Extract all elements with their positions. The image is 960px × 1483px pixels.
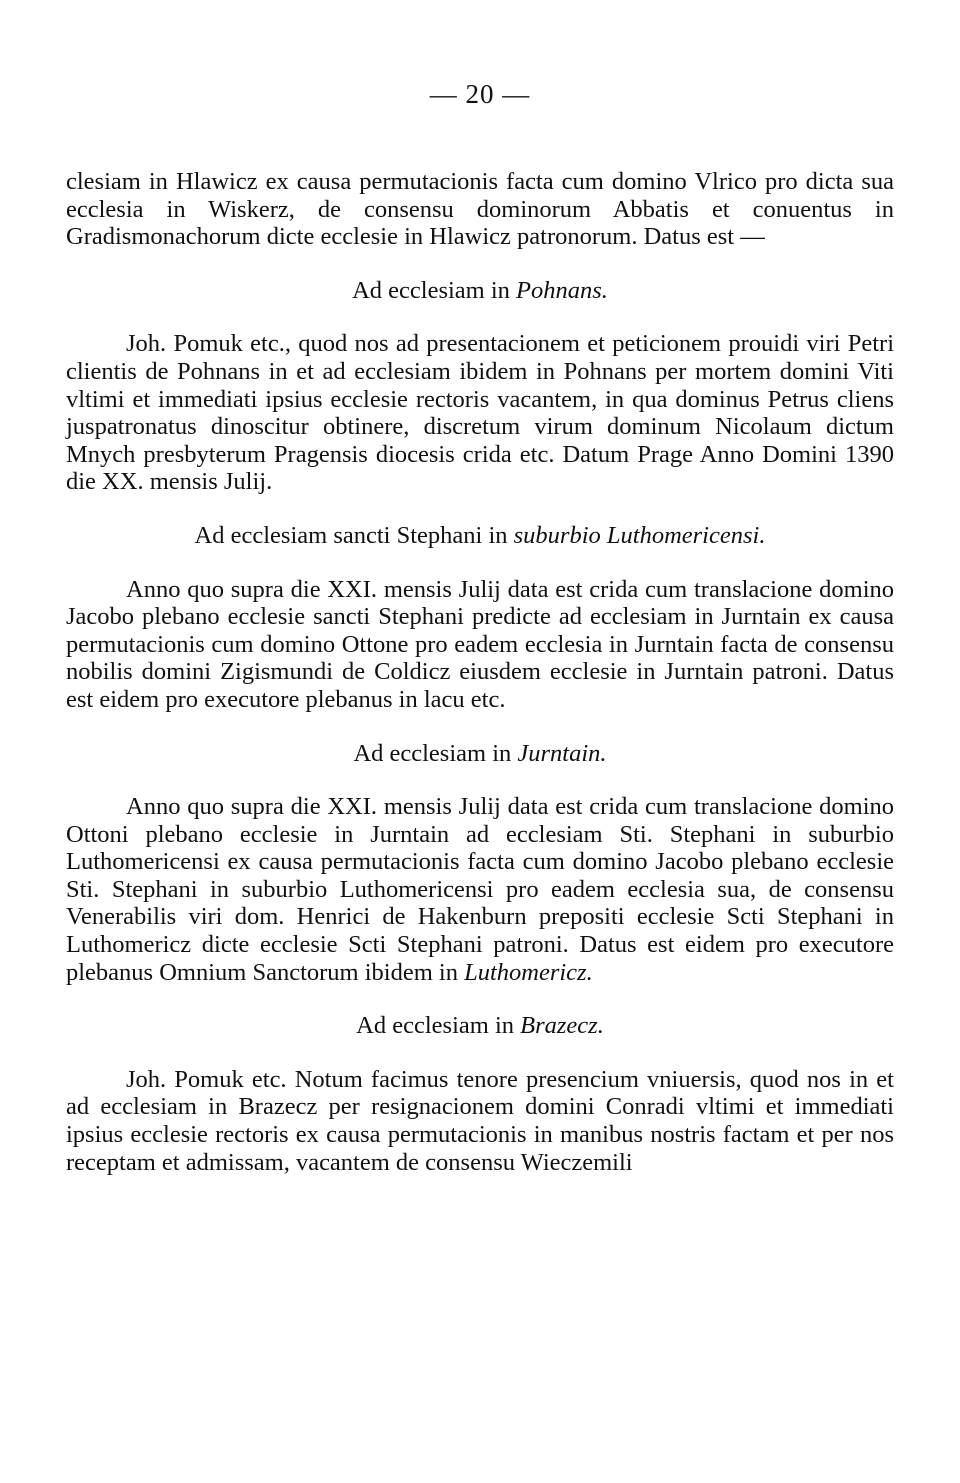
paragraph-stephani — [66, 576, 894, 714]
paragraph-text: Anno quo supra die XXI. mensis Julij data est crida cum translacione domino Jacobo plebano ecclesie sancti Stephani predicte ad ecclesiam in Jurntain ex causa permutacionis cum domino Ottone pro eadem ecclesia in Jurntain facta de consensu nobilis domini Zigismundi de Coldicz eiusdem ecclesie in Jurntain patroni. Datus est eidem pro executore plebanus in lacu etc. — [66, 575, 894, 713]
heading-prefix: Ad ecclesiam in — [352, 276, 517, 304]
heading-place: suburbio Luthomericensi. — [513, 521, 766, 549]
paragraph-text: Anno quo supra die XXI. mensis Julij data est crida cum translacione domino Ottoni plebano ecclesie in Jurntain ad ecclesiam Sti. Stephani in suburbio Luthomericensi ex causa permutacionis facta cum domino Jacobo plebano ecclesie Sti. Stephani in suburbio Luthomericensi pro eadem ecclesia sua, de consensu Venerabilis viri dom. Henrici de Hakenburn prepositi ecclesie Scti Stephani in Luthomericz dicte ecclesie Scti Stephani patroni. Datus est eidem pro executore plebanus Omnium Sanctorum ibidem in — [66, 793, 894, 986]
heading-place: Brazecz. — [520, 1012, 604, 1040]
page-number: — 20 — — [429, 79, 531, 109]
paragraph-jurntain — [66, 793, 894, 986]
heading-place: Pohnans. — [516, 276, 608, 304]
section-heading-jurntain — [66, 740, 894, 768]
paragraph-text: Joh. Pomuk etc. Notum facimus tenore presencium vniuersis, quod nos in et ad ecclesiam in Brazecz per resignacionem domini Conradi vltimi et immediati ipsius ecclesie rectoris ex causa permutacionis in manibus nostris factam et per nos receptam et admissam, vacantem de consensu Wieczemili — [66, 1065, 894, 1176]
paragraph-italic-tail: Luthomericz. — [464, 958, 593, 986]
document-page — [66, 76, 894, 1176]
paragraph-text: clesiam in Hlawicz ex causa permutacionis facta cum domino Vlrico pro dicta sua ecclesia in Wiskerz, de consensu dominorum Abbatis et conuentus in Gradismonachorum dicte ecclesie in Hlawicz patronorum. Datus est — — [66, 168, 894, 251]
heading-place: Jurntain. — [517, 739, 607, 767]
paragraph-brazecz — [66, 1066, 894, 1176]
heading-prefix: Ad ecclesiam in — [353, 739, 518, 767]
heading-prefix: Ad ecclesiam sancti Stephani in — [194, 521, 514, 549]
section-heading-stephani — [66, 522, 894, 550]
paragraph-hlawicz — [66, 168, 894, 251]
paragraph-text: Joh. Pomuk etc., quod nos ad presentacionem et peticionem prouidi viri Petri clientis de Pohnans in et ad ecclesiam ibidem in Pohnans per mortem domini Viti vltimi et immediati ipsius ecclesie rectoris vacantem, in qua dominus Petrus cliens juspatronatus dinoscitur obtinere, discretum virum dominum Nicolaum dictum Mnych presbyterum Pragensis diocesis crida etc. Datum Prage Anno Domini 1390 die XX. mensis Julij. — [66, 330, 894, 496]
section-heading-brazecz — [66, 1012, 894, 1040]
section-heading-pohnans — [66, 277, 894, 305]
heading-prefix: Ad ecclesiam in — [356, 1012, 521, 1040]
paragraph-pohnans — [66, 330, 894, 496]
